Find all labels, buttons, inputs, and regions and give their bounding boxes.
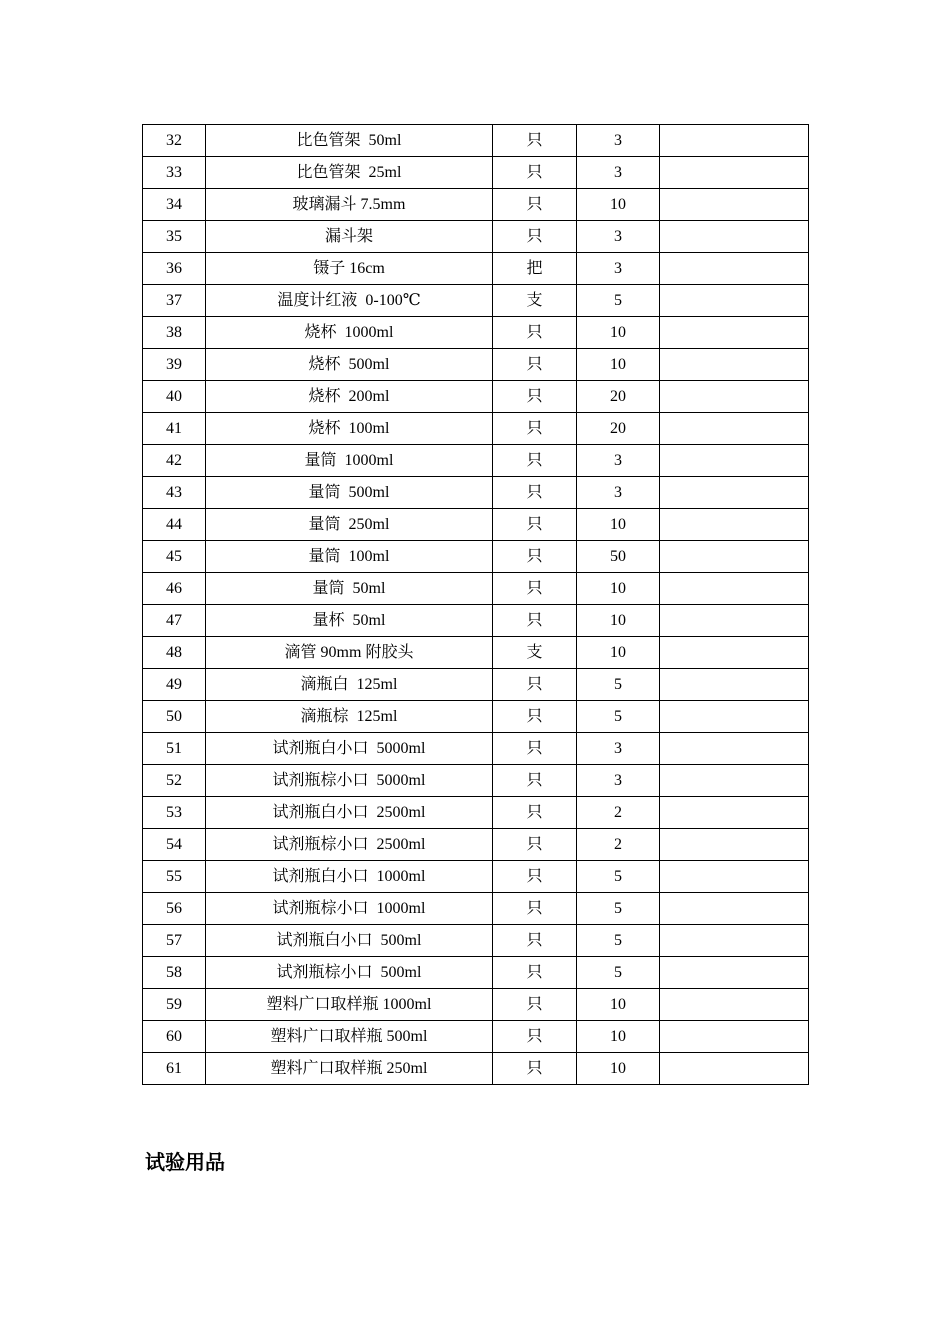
item-unit-cell: 只 bbox=[493, 189, 577, 221]
item-note-cell bbox=[660, 413, 809, 445]
item-unit-cell: 只 bbox=[493, 445, 577, 477]
item-name-cell: 试剂瓶白小口 5000ml bbox=[206, 733, 493, 765]
item-number-cell: 36 bbox=[143, 253, 206, 285]
item-unit-cell: 只 bbox=[493, 861, 577, 893]
item-name-cell: 量筒 50ml bbox=[206, 573, 493, 605]
item-quantity-cell: 3 bbox=[577, 157, 660, 189]
item-number-cell: 59 bbox=[143, 989, 206, 1021]
item-note-cell bbox=[660, 1021, 809, 1053]
item-quantity-cell: 2 bbox=[577, 829, 660, 861]
item-quantity-cell: 50 bbox=[577, 541, 660, 573]
item-name-cell: 量筒 100ml bbox=[206, 541, 493, 573]
item-number-cell: 40 bbox=[143, 381, 206, 413]
table-row bbox=[143, 669, 809, 701]
item-unit-cell: 支 bbox=[493, 285, 577, 317]
item-name-cell: 镊子 16cm bbox=[206, 253, 493, 285]
item-note-cell bbox=[660, 381, 809, 413]
item-number-cell: 42 bbox=[143, 445, 206, 477]
item-quantity-cell: 5 bbox=[577, 285, 660, 317]
table-row bbox=[143, 861, 809, 893]
item-unit-cell: 只 bbox=[493, 765, 577, 797]
item-note-cell bbox=[660, 893, 809, 925]
item-note-cell bbox=[660, 733, 809, 765]
item-note-cell bbox=[660, 189, 809, 221]
item-quantity-cell: 5 bbox=[577, 893, 660, 925]
item-note-cell bbox=[660, 317, 809, 349]
item-unit-cell: 只 bbox=[493, 893, 577, 925]
item-note-cell bbox=[660, 797, 809, 829]
item-name-cell: 烧杯 1000ml bbox=[206, 317, 493, 349]
item-unit-cell: 只 bbox=[493, 125, 577, 157]
item-number-cell: 47 bbox=[143, 605, 206, 637]
item-note-cell bbox=[660, 253, 809, 285]
table-row bbox=[143, 541, 809, 573]
table-row bbox=[143, 797, 809, 829]
table-row bbox=[143, 605, 809, 637]
item-unit-cell: 只 bbox=[493, 701, 577, 733]
item-quantity-cell: 10 bbox=[577, 509, 660, 541]
item-unit-cell: 只 bbox=[493, 509, 577, 541]
item-unit-cell: 只 bbox=[493, 477, 577, 509]
item-name-cell: 漏斗架 bbox=[206, 221, 493, 253]
item-note-cell bbox=[660, 957, 809, 989]
item-name-cell: 滴瓶棕 125ml bbox=[206, 701, 493, 733]
table-row bbox=[143, 829, 809, 861]
item-unit-cell: 只 bbox=[493, 733, 577, 765]
item-name-cell: 量筒 500ml bbox=[206, 477, 493, 509]
item-number-cell: 39 bbox=[143, 349, 206, 381]
item-note-cell bbox=[660, 125, 809, 157]
item-quantity-cell: 10 bbox=[577, 605, 660, 637]
item-name-cell: 试剂瓶棕小口 500ml bbox=[206, 957, 493, 989]
item-number-cell: 43 bbox=[143, 477, 206, 509]
table-row bbox=[143, 477, 809, 509]
table-row bbox=[143, 285, 809, 317]
table-row bbox=[143, 637, 809, 669]
item-unit-cell: 只 bbox=[493, 573, 577, 605]
item-unit-cell: 只 bbox=[493, 989, 577, 1021]
item-note-cell bbox=[660, 829, 809, 861]
item-note-cell bbox=[660, 477, 809, 509]
item-name-cell: 烧杯 100ml bbox=[206, 413, 493, 445]
item-name-cell: 试剂瓶白小口 500ml bbox=[206, 925, 493, 957]
item-number-cell: 45 bbox=[143, 541, 206, 573]
item-number-cell: 55 bbox=[143, 861, 206, 893]
item-name-cell: 温度计红液 0-100℃ bbox=[206, 285, 493, 317]
item-note-cell bbox=[660, 605, 809, 637]
item-number-cell: 38 bbox=[143, 317, 206, 349]
item-name-cell: 烧杯 200ml bbox=[206, 381, 493, 413]
item-note-cell bbox=[660, 285, 809, 317]
item-note-cell bbox=[660, 573, 809, 605]
table-row bbox=[143, 1053, 809, 1085]
item-quantity-cell: 3 bbox=[577, 253, 660, 285]
item-unit-cell: 只 bbox=[493, 797, 577, 829]
table-row bbox=[143, 925, 809, 957]
item-unit-cell: 只 bbox=[493, 349, 577, 381]
item-number-cell: 53 bbox=[143, 797, 206, 829]
item-note-cell bbox=[660, 445, 809, 477]
item-name-cell: 试剂瓶白小口 1000ml bbox=[206, 861, 493, 893]
table-row bbox=[143, 221, 809, 253]
item-quantity-cell: 20 bbox=[577, 381, 660, 413]
table-row bbox=[143, 253, 809, 285]
item-quantity-cell: 10 bbox=[577, 1053, 660, 1085]
section-heading: 试验用品 bbox=[145, 1150, 225, 1174]
item-name-cell: 试剂瓶棕小口 5000ml bbox=[206, 765, 493, 797]
item-quantity-cell: 10 bbox=[577, 573, 660, 605]
item-quantity-cell: 5 bbox=[577, 957, 660, 989]
item-number-cell: 41 bbox=[143, 413, 206, 445]
item-quantity-cell: 5 bbox=[577, 925, 660, 957]
table-row bbox=[143, 349, 809, 381]
item-note-cell bbox=[660, 925, 809, 957]
table-row bbox=[143, 893, 809, 925]
item-number-cell: 61 bbox=[143, 1053, 206, 1085]
item-unit-cell: 只 bbox=[493, 829, 577, 861]
table-row bbox=[143, 157, 809, 189]
table-row bbox=[143, 989, 809, 1021]
item-name-cell: 塑料广口取样瓶 500ml bbox=[206, 1021, 493, 1053]
item-unit-cell: 只 bbox=[493, 1053, 577, 1085]
table-row bbox=[143, 573, 809, 605]
item-quantity-cell: 3 bbox=[577, 445, 660, 477]
item-note-cell bbox=[660, 509, 809, 541]
item-quantity-cell: 5 bbox=[577, 669, 660, 701]
item-number-cell: 51 bbox=[143, 733, 206, 765]
item-number-cell: 49 bbox=[143, 669, 206, 701]
table-row bbox=[143, 125, 809, 157]
item-number-cell: 33 bbox=[143, 157, 206, 189]
equipment-table-body bbox=[143, 125, 809, 1085]
item-name-cell: 试剂瓶白小口 2500ml bbox=[206, 797, 493, 829]
item-number-cell: 34 bbox=[143, 189, 206, 221]
item-unit-cell: 只 bbox=[493, 157, 577, 189]
item-quantity-cell: 20 bbox=[577, 413, 660, 445]
item-name-cell: 量杯 50ml bbox=[206, 605, 493, 637]
item-unit-cell: 只 bbox=[493, 541, 577, 573]
item-number-cell: 44 bbox=[143, 509, 206, 541]
item-quantity-cell: 10 bbox=[577, 189, 660, 221]
item-note-cell bbox=[660, 157, 809, 189]
item-name-cell: 塑料广口取样瓶 1000ml bbox=[206, 989, 493, 1021]
item-name-cell: 烧杯 500ml bbox=[206, 349, 493, 381]
table-row bbox=[143, 957, 809, 989]
item-note-cell bbox=[660, 541, 809, 573]
table-row bbox=[143, 509, 809, 541]
item-number-cell: 46 bbox=[143, 573, 206, 605]
item-quantity-cell: 3 bbox=[577, 125, 660, 157]
item-quantity-cell: 5 bbox=[577, 701, 660, 733]
item-quantity-cell: 10 bbox=[577, 349, 660, 381]
item-name-cell: 滴管 90mm 附胶头 bbox=[206, 637, 493, 669]
item-note-cell bbox=[660, 989, 809, 1021]
item-note-cell bbox=[660, 701, 809, 733]
item-unit-cell: 只 bbox=[493, 669, 577, 701]
table-row bbox=[143, 765, 809, 797]
item-quantity-cell: 2 bbox=[577, 797, 660, 829]
item-unit-cell: 只 bbox=[493, 1021, 577, 1053]
item-number-cell: 48 bbox=[143, 637, 206, 669]
item-number-cell: 56 bbox=[143, 893, 206, 925]
item-note-cell bbox=[660, 221, 809, 253]
item-note-cell bbox=[660, 669, 809, 701]
item-unit-cell: 只 bbox=[493, 381, 577, 413]
item-unit-cell: 支 bbox=[493, 637, 577, 669]
item-number-cell: 58 bbox=[143, 957, 206, 989]
item-number-cell: 50 bbox=[143, 701, 206, 733]
item-unit-cell: 只 bbox=[493, 925, 577, 957]
table-row bbox=[143, 445, 809, 477]
item-number-cell: 60 bbox=[143, 1021, 206, 1053]
item-quantity-cell: 5 bbox=[577, 861, 660, 893]
table-row bbox=[143, 701, 809, 733]
item-name-cell: 玻璃漏斗 7.5mm bbox=[206, 189, 493, 221]
item-quantity-cell: 10 bbox=[577, 1021, 660, 1053]
item-number-cell: 32 bbox=[143, 125, 206, 157]
item-unit-cell: 只 bbox=[493, 957, 577, 989]
item-quantity-cell: 3 bbox=[577, 765, 660, 797]
item-name-cell: 试剂瓶棕小口 1000ml bbox=[206, 893, 493, 925]
item-number-cell: 57 bbox=[143, 925, 206, 957]
item-quantity-cell: 10 bbox=[577, 989, 660, 1021]
item-note-cell bbox=[660, 349, 809, 381]
table-row bbox=[143, 189, 809, 221]
item-quantity-cell: 3 bbox=[577, 733, 660, 765]
item-name-cell: 比色管架 50ml bbox=[206, 125, 493, 157]
item-quantity-cell: 10 bbox=[577, 637, 660, 669]
item-name-cell: 试剂瓶棕小口 2500ml bbox=[206, 829, 493, 861]
equipment-table bbox=[142, 124, 809, 1085]
item-name-cell: 比色管架 25ml bbox=[206, 157, 493, 189]
table-row bbox=[143, 413, 809, 445]
item-name-cell: 滴瓶白 125ml bbox=[206, 669, 493, 701]
item-note-cell bbox=[660, 765, 809, 797]
table-row bbox=[143, 381, 809, 413]
table-row bbox=[143, 733, 809, 765]
table-row bbox=[143, 317, 809, 349]
item-quantity-cell: 10 bbox=[577, 317, 660, 349]
item-note-cell bbox=[660, 637, 809, 669]
item-unit-cell: 只 bbox=[493, 605, 577, 637]
item-name-cell: 塑料广口取样瓶 250ml bbox=[206, 1053, 493, 1085]
item-unit-cell: 只 bbox=[493, 317, 577, 349]
item-unit-cell: 只 bbox=[493, 413, 577, 445]
item-name-cell: 量筒 250ml bbox=[206, 509, 493, 541]
item-note-cell bbox=[660, 861, 809, 893]
item-number-cell: 52 bbox=[143, 765, 206, 797]
item-quantity-cell: 3 bbox=[577, 477, 660, 509]
item-number-cell: 37 bbox=[143, 285, 206, 317]
item-number-cell: 54 bbox=[143, 829, 206, 861]
table-row bbox=[143, 1021, 809, 1053]
item-number-cell: 35 bbox=[143, 221, 206, 253]
item-quantity-cell: 3 bbox=[577, 221, 660, 253]
item-unit-cell: 只 bbox=[493, 221, 577, 253]
item-name-cell: 量筒 1000ml bbox=[206, 445, 493, 477]
item-note-cell bbox=[660, 1053, 809, 1085]
item-unit-cell: 把 bbox=[493, 253, 577, 285]
